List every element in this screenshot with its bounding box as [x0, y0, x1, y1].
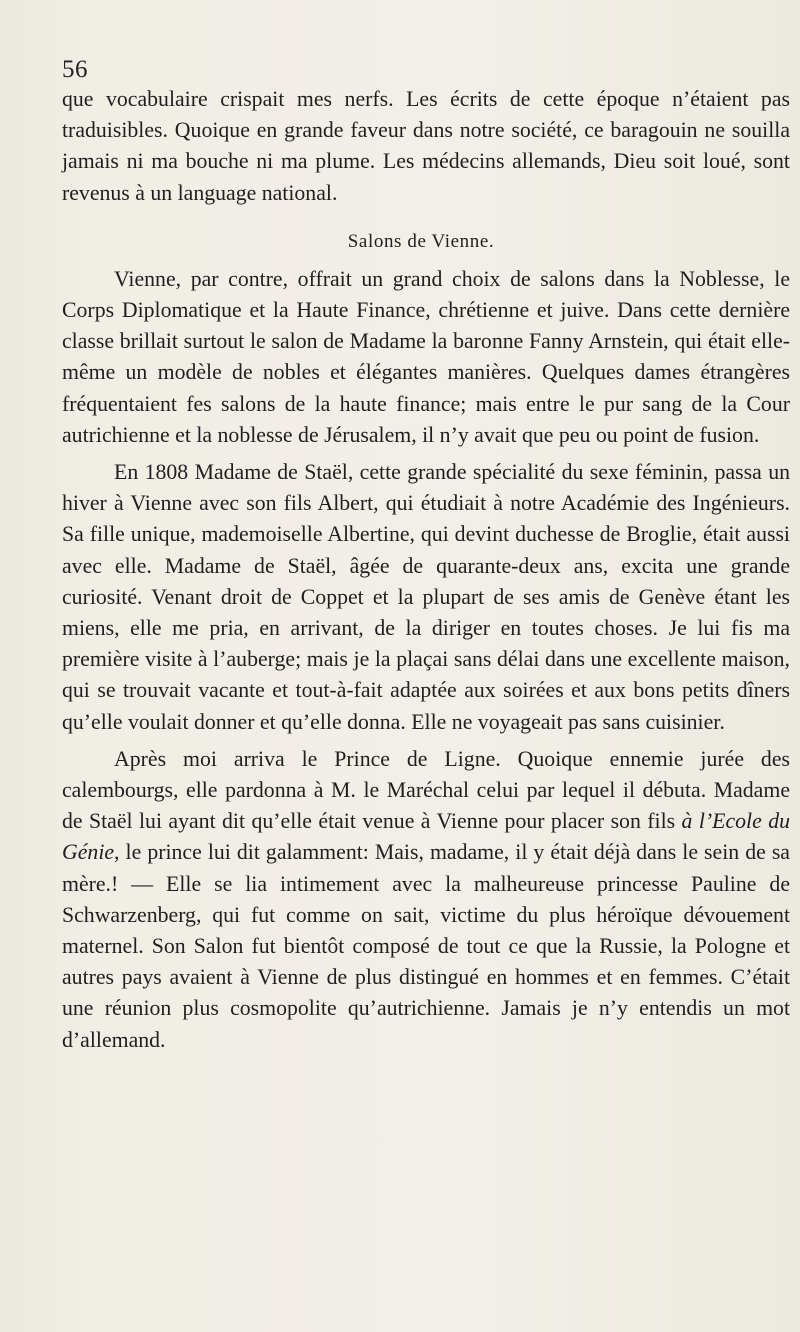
italic-phrase: à l’Ecole du Génie [62, 809, 790, 865]
paragraph-prince-de-ligne [62, 744, 790, 1056]
page-text [62, 84, 790, 1056]
page-number: 56 [62, 56, 88, 83]
paragraph-3-text-start: Après moi arriva le Prince de Ligne. Quoique ennemie jurée des calembourgs, elle pardonna à M. le Maréchal celui par lequel il débuta. Madame de Staël lui ayant dit qu’elle était venue à Vienne pour placer son fils [62, 746, 790, 834]
opening-paragraph: que vocabulaire crispait mes nerfs. Les écrits de cette époque n’étaient pas traduisibles. Quoique en grande faveur dans notre société, ce baragouin ne souilla jamais ni ma bouche ni ma plume. Les médecins allemands, Dieu soit loué, sont revenus à un language national. [62, 87, 790, 205]
section-heading: Salons de Vienne. [347, 230, 495, 252]
paragraph-salons: Vienne, par contre, offrait un grand choix de salons dans la Noblesse, le Corps Diplomatique et la Haute Finance, chrétienne et juive. Dans cette dernière classe brillait surtout le salon de Madame la baronne Fanny Arnstein, qui était elle-même un modèle de nobles et élégantes manières. Quelques dames étrangères fréquentaient fes salons de la haute finance; mais entre le pur sang de la Cour autrichienne et la noblesse de Jérusalem, il n’y avait que peu ou point de fusion. [62, 266, 790, 447]
paragraph-madame-de-stael: En 1808 Madame de Staël, cette grande spécialité du sexe féminin, passa un hiver à Vienne avec son fils Albert, qui étudiait à notre Académie des Ingénieurs. Sa fille unique, mademoiselle Albertine, qui devint duchesse de Broglie, était aussi avec elle. Madame de Staël, âgée de quarante-deux ans, excita une grande curiosité. Venant droit de Coppet et la plupart de ses amis de Genève étant les miens, elle me pria, en arrivant, de la diriger en toutes choses. Je lui fis ma première visite à l’auberge; mais je la plaçai sans délai dans une excellente maison, qui se trouvait vacante et tout-à-fait adaptée aux soirées et aux bons petits dîners qu’elle voulait donner et qu’elle donna. Elle ne voyageait pas sans cuisinier. [62, 460, 790, 734]
paragraph-3-text-end: , le prince lui dit galamment: Mais, madame, il y était déjà dans le sein de sa mère.! — Elle se lia intimement avec la malheureuse princesse Pauline de Schwarzenberg, qui fut comme on sait, victime du plus héroïque dévouement maternel. Son Salon fut bientôt composé de tout ce que la Russie, la Pologne et autres pays avaient à Vienne de plus distingué en hommes et en femmes. C’était une réunion plus cosmopolite qu’autrichienne. Jamais je n’y entendis un mot d’allemand. [62, 840, 790, 1052]
